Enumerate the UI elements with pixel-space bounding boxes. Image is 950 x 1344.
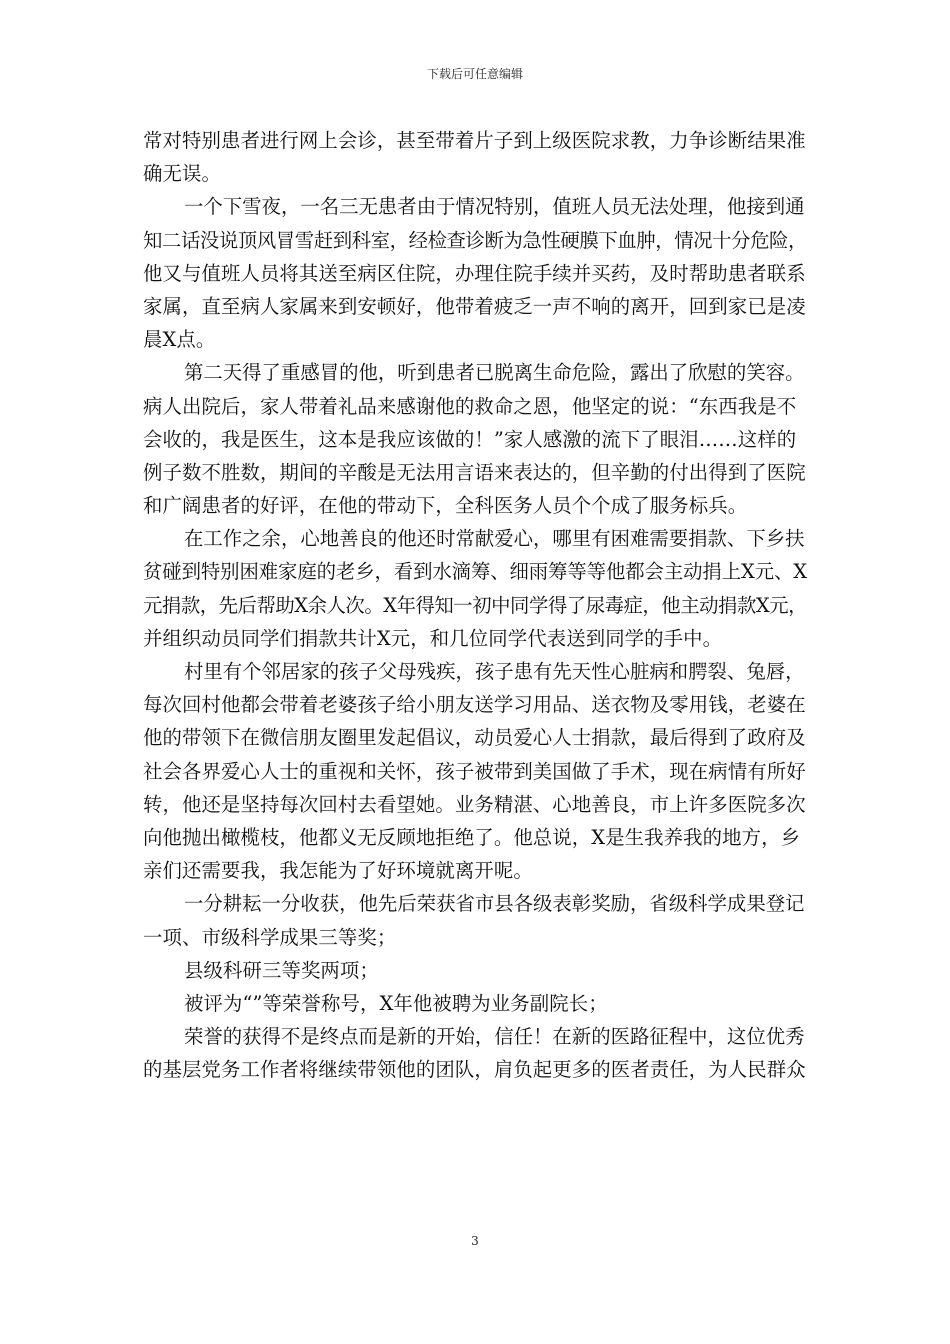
text-line: 并组织动员同学们捐款共计X元，和几位同学代表送到同学的手中。 [143, 626, 723, 650]
text-line: 一项、市级科学成果三等奖； [143, 925, 397, 949]
text-line: 和广阔患者的好评，在他的带动下，全科医务人员个个成了服务标兵。 [143, 494, 748, 518]
text-line: 贫碰到特别困难家庭的老乡，看到水滴筹、细雨筹等等他都会主动捐上X元、X [143, 560, 807, 584]
text-line: 知二话没说顶风冒雪赶到科室，经检查诊断为急性硬膜下血肿，情况十分危险， [143, 228, 807, 252]
page-header: 下载后可任意编辑 [426, 67, 523, 81]
text-line: 晨X点。 [143, 328, 216, 352]
text-line: 确无误。 [143, 162, 221, 186]
text-line: 家属，直至病人家属来到安顿好，他带着疲乏一声不响的离开，回到家已是凌 [143, 294, 806, 318]
text-line: 第二天得了重感冒的他，听到患者已脱离生命危险，露出了欣慰的笑容。 [184, 361, 805, 385]
text-line: 村里有个邻居家的孩子父母残疾，孩子患有先天性心脏病和腭裂、兔唇， [184, 660, 805, 683]
text-line: 例子数不胜数，期间的辛酸是无法用言语来表达的，但辛勤的付出得到了医院 [143, 460, 806, 484]
text-line: 每次回村他都会带着老婆孩子给小朋友送学习用品、送衣物及零用钱，老婆在 [143, 693, 806, 717]
text-line: 县级科研三等奖两项； [184, 958, 379, 982]
document-body [143, 124, 807, 1086]
text-line: 的基层党务工作者将继续带领他的团队，肩负起更多的医者责任，为人民群众 [143, 1058, 806, 1082]
text-line: 常对特别患者进行网上会诊，甚至带着片子到上级医院求教，力争诊断结果准 [143, 129, 806, 152]
text-line: 荣誉的获得不是终点而是新的开始，信任！在新的医路征程中，这位优秀 [184, 1025, 805, 1049]
text-line: 一分耕耘一分收获，他先后荣获省市县各级表彰奖励，省级科学成果登记 [184, 892, 805, 916]
text-line: 向他抛出橄榄枝，他都义无反顾地拒绝了。他总说，X是生我养我的地方，乡 [143, 825, 801, 849]
page-number: 3 [471, 1234, 479, 1248]
text-line: 社会各界爱心人士的重视和关怀，孩子被带到美国做了手术，现在病情有所好 [143, 759, 806, 783]
text-line: 转，他还是坚持每次回村去看望她。业务精湛、心地善良，市上许多医院多次 [143, 792, 806, 816]
text-line: 在工作之余，心地善良的他还时常献爱心，哪里有困难需要捐款、下乡扶 [184, 527, 805, 551]
text-line: 会收的，我是医生，这本是我应该做的！”家人感激的流下了眼泪……这样的 [143, 427, 797, 451]
text-line: 一个下雪夜，一名三无患者由于情况特别，值班人员无法处理，他接到通 [184, 195, 805, 219]
text-line: 被评为“”等荣誉称号，X年他被聘为业务副院长； [184, 991, 608, 1015]
text-line: 亲们还需要我，我怎能为了好环境就离开呢。 [143, 859, 533, 883]
text-line: 病人出院后，家人带着礼品来感谢他的救命之恩，他坚定的说：“东西我是不 [143, 394, 797, 418]
text-line: 他的带领下在微信朋友圈里发起倡议，动员爱心人士捐款，最后得到了政府及 [143, 726, 806, 750]
text-line: 元捐款，先后帮助X余人次。X年得知一初中同学得了尿毒症，他主动捐款X元， [143, 593, 807, 617]
text-line: 他又与值班人员将其送至病区住院，办理住院手续并买药，及时帮助患者联系 [143, 261, 806, 285]
